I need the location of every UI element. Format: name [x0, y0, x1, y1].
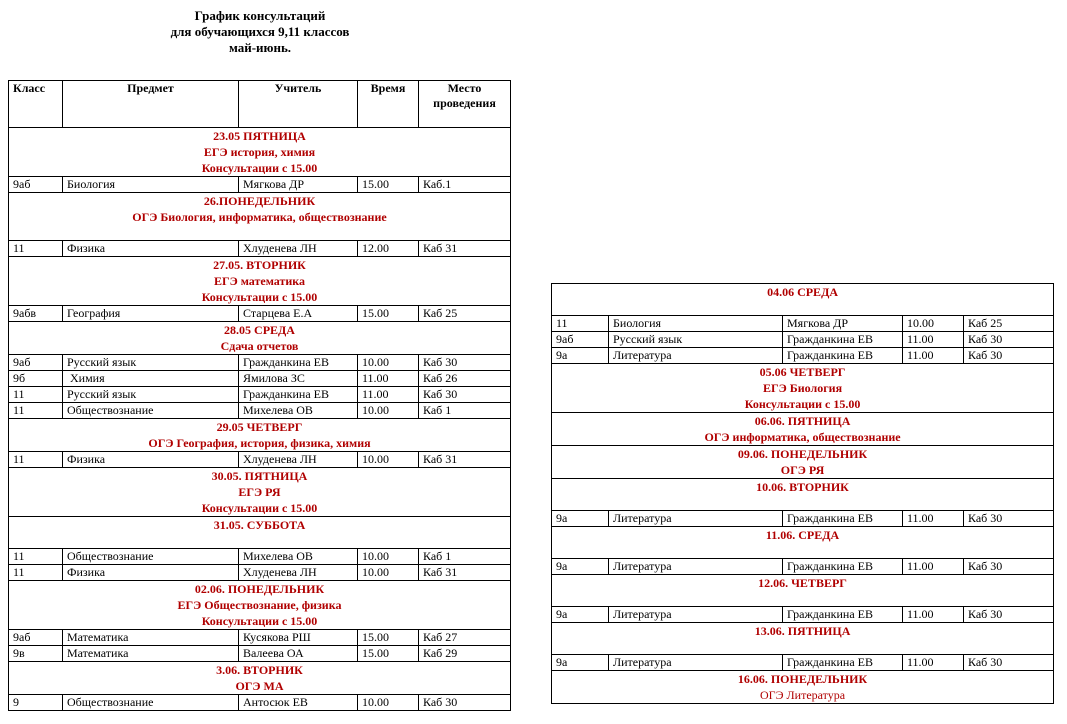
cell-subject: Математика [63, 630, 239, 646]
cell-place: Каб 30 [964, 332, 1054, 348]
schedule-table-left [8, 80, 511, 711]
cell-place: Каб 30 [419, 387, 511, 403]
table-row [9, 403, 511, 419]
date-section [9, 517, 511, 549]
cell-time: 10.00 [358, 549, 419, 565]
date-section-row [9, 128, 511, 177]
title-line-3: май-июнь. [228, 40, 292, 55]
section-date: 31.05. СУББОТА [213, 518, 306, 532]
date-section [9, 468, 511, 517]
cell-time: 11.00 [903, 559, 964, 575]
cell-place: Каб 29 [419, 646, 511, 662]
title-line-1: График консультаций [194, 8, 326, 23]
cell-class: 9а [552, 348, 609, 364]
cell-time: 11.00 [903, 511, 964, 527]
date-section-row [552, 527, 1054, 559]
date-section [552, 671, 1054, 704]
cell-teacher: Гражданкина ЕВ [783, 511, 903, 527]
table-row [552, 607, 1054, 623]
cell-time: 12.00 [358, 241, 419, 257]
table-row [552, 655, 1054, 671]
section-date: 16.06. ПОНЕДЕЛЬНИК [737, 672, 868, 686]
table-row [9, 387, 511, 403]
section-date: 06.06. ПЯТНИЦА [754, 414, 851, 428]
cell-place: Каб 25 [964, 316, 1054, 332]
header-place: Место проведения [419, 81, 511, 128]
cell-time: 10.00 [358, 695, 419, 711]
cell-class: 9аб [552, 332, 609, 348]
date-section-row [9, 322, 511, 355]
date-section-row [9, 193, 511, 241]
cell-teacher: Ямилова ЗС [239, 371, 358, 387]
section-line: ОГЭ информатика, обществознание [704, 430, 901, 444]
cell-subject: Обществознание [63, 403, 239, 419]
cell-subject: Русский язык [609, 332, 783, 348]
cell-time: 11.00 [903, 348, 964, 364]
cell-subject: Русский язык [63, 387, 239, 403]
cell-subject: География [63, 306, 239, 322]
cell-class: 9а [552, 655, 609, 671]
cell-teacher: Гражданкина ЕВ [783, 559, 903, 575]
date-section-row [552, 479, 1054, 511]
table-row [552, 559, 1054, 575]
cell-teacher: Гражданкина ЕВ [783, 607, 903, 623]
section-date: 12.06. ЧЕТВЕРГ [758, 576, 847, 590]
table-row [9, 306, 511, 322]
section-line: ЕГЭ Биология [763, 381, 843, 395]
table-row [9, 565, 511, 581]
section-line: ОГЭ Литература [759, 688, 846, 702]
table-row [9, 355, 511, 371]
table-row [9, 452, 511, 468]
section-line: ОГЭ РЯ [780, 463, 825, 477]
section-line: Консультации с 15.00 [201, 290, 318, 304]
cell-class: 9б [9, 371, 63, 387]
cell-teacher: Мягкова ДР [783, 316, 903, 332]
date-section-row [552, 446, 1054, 479]
cell-teacher: Старцева Е.А [239, 306, 358, 322]
section-line: ОГЭ МА [235, 679, 284, 693]
cell-class: 11 [9, 241, 63, 257]
date-section [552, 446, 1054, 479]
section-date: 11.06. СРЕДА [765, 528, 840, 542]
table-row [9, 371, 511, 387]
cell-place: Каб 30 [419, 695, 511, 711]
title-line-2: для обучающихся 9,11 классов [170, 24, 350, 39]
cell-class: 9аб [9, 355, 63, 371]
cell-subject: Русский язык [63, 355, 239, 371]
header-subject: Предмет [63, 81, 239, 128]
cell-subject: Обществознание [63, 695, 239, 711]
cell-place: Каб 30 [964, 607, 1054, 623]
table-row [9, 177, 511, 193]
cell-class: 9а [552, 559, 609, 575]
date-section [9, 662, 511, 695]
cell-place: Каб 26 [419, 371, 511, 387]
cell-teacher: Михелева ОВ [239, 403, 358, 419]
cell-time: 10.00 [358, 452, 419, 468]
date-section [552, 413, 1054, 446]
section-line: ЕГЭ Обществознание, физика [177, 598, 342, 612]
cell-place: Каб 1 [419, 549, 511, 565]
cell-time: 15.00 [358, 646, 419, 662]
cell-place: Каб 30 [419, 355, 511, 371]
cell-subject: Физика [63, 452, 239, 468]
cell-place: Каб.1 [419, 177, 511, 193]
section-line: Консультации с 15.00 [201, 161, 318, 175]
cell-teacher: Гражданкина ЕВ [783, 655, 903, 671]
cell-class: 9а [552, 511, 609, 527]
table-row [9, 630, 511, 646]
date-section-row [9, 257, 511, 306]
section-date: 02.06. ПОНЕДЕЛЬНИК [194, 582, 325, 596]
date-section-row [9, 581, 511, 630]
table-row [9, 695, 511, 711]
date-section [9, 193, 511, 241]
cell-time: 10.00 [903, 316, 964, 332]
table-header-row [9, 81, 511, 128]
date-section-row [9, 517, 511, 549]
section-line: ЕГЭ история, химия [203, 145, 316, 159]
section-line: ЕГЭ РЯ [238, 485, 281, 499]
cell-subject: Физика [63, 241, 239, 257]
date-section-row [552, 284, 1054, 316]
cell-time: 15.00 [358, 306, 419, 322]
cell-place: Каб 30 [964, 655, 1054, 671]
section-line: ОГЭ География, история, физика, химия [148, 436, 371, 450]
section-line: ОГЭ Биология, информатика, обществознание [132, 210, 387, 224]
cell-time: 10.00 [358, 565, 419, 581]
cell-time: 11.00 [358, 371, 419, 387]
section-date: 27.05. ВТОРНИК [213, 258, 306, 272]
section-line: Консультации с 15.00 [201, 614, 318, 628]
date-section-row [9, 419, 511, 452]
date-section [552, 527, 1054, 559]
cell-subject: Литература [609, 559, 783, 575]
table-row [9, 241, 511, 257]
cell-teacher: Гражданкина ЕВ [239, 387, 358, 403]
cell-place: Каб 1 [419, 403, 511, 419]
section-date: 30.05. ПЯТНИЦА [211, 469, 308, 483]
cell-class: 9а [552, 607, 609, 623]
date-section-row [552, 413, 1054, 446]
cell-time: 15.00 [358, 177, 419, 193]
cell-teacher: Валеева ОА [239, 646, 358, 662]
cell-class: 9абв [9, 306, 63, 322]
header-class: Класс [9, 81, 63, 128]
section-date: 09.06. ПОНЕДЕЛЬНИК [737, 447, 868, 461]
table-row [552, 316, 1054, 332]
section-date: 23.05 ПЯТНИЦА [213, 129, 306, 143]
section-line: Консультации с 15.00 [744, 397, 861, 411]
cell-teacher: Хлуденева ЛН [239, 452, 358, 468]
date-section-row [9, 662, 511, 695]
date-section [9, 322, 511, 355]
date-section [552, 284, 1054, 316]
date-section [552, 364, 1054, 413]
cell-place: Каб 30 [964, 559, 1054, 575]
schedule-table-right [551, 283, 1054, 704]
cell-subject: Литература [609, 655, 783, 671]
section-date: 26.ПОНЕДЕЛЬНИК [203, 194, 316, 208]
header-teacher: Учитель [239, 81, 358, 128]
date-section-row [552, 671, 1054, 704]
cell-place: Каб 25 [419, 306, 511, 322]
table-row [552, 332, 1054, 348]
cell-subject: Литература [609, 607, 783, 623]
cell-class: 9аб [9, 630, 63, 646]
cell-time: 11.00 [358, 387, 419, 403]
cell-place: Каб 31 [419, 565, 511, 581]
cell-teacher: Хлуденева ЛН [239, 565, 358, 581]
cell-class: 11 [9, 565, 63, 581]
section-date: 10.06. ВТОРНИК [756, 480, 849, 494]
cell-teacher: Хлуденева ЛН [239, 241, 358, 257]
cell-subject: Биология [609, 316, 783, 332]
page-title [130, 8, 390, 56]
cell-time: 11.00 [903, 332, 964, 348]
cell-time: 15.00 [358, 630, 419, 646]
cell-class: 11 [9, 387, 63, 403]
date-section-row [552, 575, 1054, 607]
date-section [9, 419, 511, 452]
table-row [9, 549, 511, 565]
cell-time: 10.00 [358, 403, 419, 419]
cell-subject: Физика [63, 565, 239, 581]
cell-place: Каб 30 [964, 348, 1054, 364]
cell-subject: Математика [63, 646, 239, 662]
cell-teacher: Гражданкина ЕВ [783, 348, 903, 364]
section-line: ЕГЭ математика [213, 274, 306, 288]
date-section [9, 257, 511, 306]
cell-place: Каб 31 [419, 241, 511, 257]
cell-class: 11 [552, 316, 609, 332]
section-date: 05.06 ЧЕТВЕРГ [759, 365, 846, 379]
cell-subject: Биология [63, 177, 239, 193]
cell-time: 11.00 [903, 607, 964, 623]
cell-place: Каб 27 [419, 630, 511, 646]
table-row [552, 511, 1054, 527]
cell-place: Каб 31 [419, 452, 511, 468]
cell-place: Каб 30 [964, 511, 1054, 527]
date-section [9, 581, 511, 630]
date-section [552, 575, 1054, 607]
cell-teacher: Гражданкина ЕВ [239, 355, 358, 371]
cell-teacher: Михелева ОВ [239, 549, 358, 565]
cell-teacher: Мягкова ДР [239, 177, 358, 193]
cell-time: 11.00 [903, 655, 964, 671]
date-section [9, 128, 511, 177]
section-date: 3.06. ВТОРНИК [216, 663, 303, 677]
cell-class: 9 [9, 695, 63, 711]
cell-class: 11 [9, 549, 63, 565]
cell-class: 9аб [9, 177, 63, 193]
cell-teacher: Гражданкина ЕВ [783, 332, 903, 348]
cell-teacher: Антосюк ЕВ [239, 695, 358, 711]
cell-teacher: Кусякова РШ [239, 630, 358, 646]
section-line: Сдача отчетов [220, 339, 299, 353]
date-section [552, 479, 1054, 511]
cell-class: 11 [9, 452, 63, 468]
header-time: Время [358, 81, 419, 128]
cell-subject: Обществознание [63, 549, 239, 565]
section-line: Консультации с 15.00 [201, 501, 318, 515]
cell-class: 11 [9, 403, 63, 419]
date-section-row [552, 623, 1054, 655]
date-section-row [9, 468, 511, 517]
table-row [552, 348, 1054, 364]
date-section [552, 623, 1054, 655]
section-date: 28.05 СРЕДА [224, 323, 295, 337]
section-date: 29.05 ЧЕТВЕРГ [216, 420, 303, 434]
cell-time: 10.00 [358, 355, 419, 371]
cell-subject: Химия [63, 371, 239, 387]
section-date: 13.06. ПЯТНИЦА [754, 624, 851, 638]
section-date: 04.06 СРЕДА [767, 285, 838, 299]
cell-subject: Литература [609, 511, 783, 527]
date-section-row [552, 364, 1054, 413]
cell-class: 9в [9, 646, 63, 662]
table-row [9, 646, 511, 662]
cell-subject: Литература [609, 348, 783, 364]
